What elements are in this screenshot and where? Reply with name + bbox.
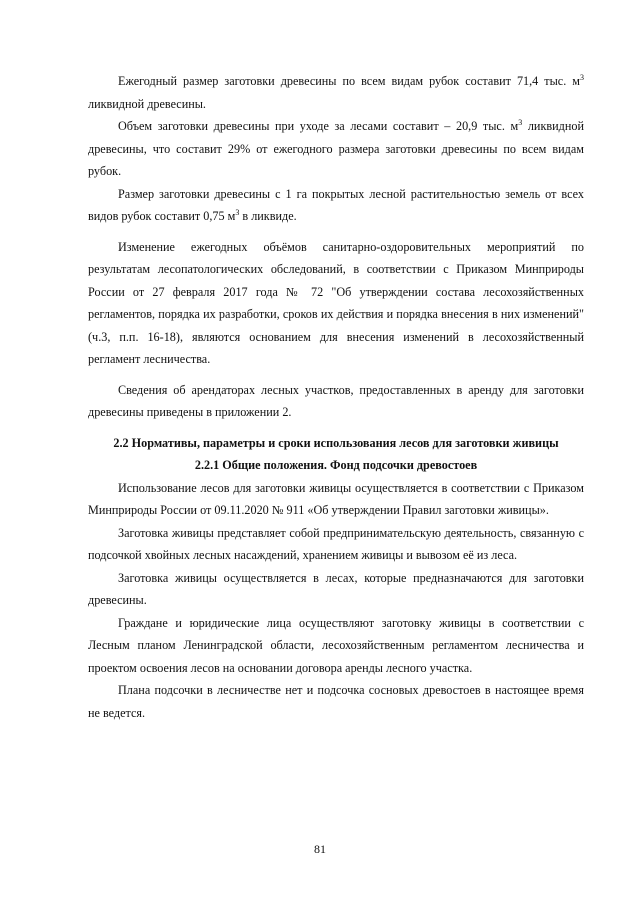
section-heading: 2.2 Нормативы, параметры и сроки использования лесов для заготовки живицы: [113, 435, 559, 450]
paragraph-annual-harvest: [88, 70, 584, 115]
document-page: [88, 70, 584, 724]
paragraph-text: Объем заготовки древесины при уходе за лесами составит – 20,9 тыс. м: [118, 119, 519, 133]
superscript: 3: [235, 208, 240, 217]
paragraph-text: ликвидной древесины, что составит 29% от ежегодного размера заготовки древесины по всем видам рубок.: [88, 119, 584, 178]
spacer: [88, 371, 584, 379]
spacer: [88, 228, 584, 236]
paragraph-text: ликвидной древесины.: [88, 96, 206, 111]
paragraph-sanitary-changes: Изменение ежегодных объёмов санитарно-оздоровительных мероприятий по результатам лесопатологических обследований, в соответствии с Приказом Минприроды России от 27 февраля 2017 года № 72 "Об утверждении состава лесохозяйственных регламентов, порядка их разработки, сроков их действия и порядка внесения в них изменений" (ч.3, п.п. 16-18), являются основанием для внесения изменений в лесохозяйственный регламент лесничества.: [88, 239, 584, 366]
paragraph-resin-forests: Заготовка живицы осуществляется в лесах, которые предназначаются для заготовки древесины.: [88, 570, 584, 607]
paragraph-text: Размер заготовки древесины с 1 га покрытых лесной растительностью земель от всех видов рубок составит 0,75 м: [88, 186, 584, 223]
paragraph-tenants: Сведения об арендаторах лесных участков, предоставленных в аренду для заготовки древесины приведены в приложении 2.: [88, 382, 584, 419]
paragraph-resin-usage: Использование лесов для заготовки живицы осуществляется в соответствии с Приказом Минприроды России от 09.11.2020 № 911 «Об утверждении Правил заготовки живицы».: [88, 480, 584, 517]
paragraph-text: в ликвиде.: [239, 209, 297, 223]
subsection-heading: 2.2.1 Общие положения. Фонд подсочки древостоев: [194, 458, 478, 472]
paragraph-text: Ежегодный размер заготовки древесины по всем видам рубок составит 71,4 тыс. м: [118, 74, 580, 88]
paragraph-resin-definition: Заготовка живицы представляет собой предпринимательскую деятельность, связанную с подсочкой хвойных лесных насаждений, хранением живицы и вывозом её из леса.: [88, 525, 584, 562]
superscript: 3: [580, 73, 584, 82]
paragraph-resin-entities: Граждане и юридические лица осуществляют заготовку живицы в соответствии с Лесным планом Ленинградской области, лесохозяйственным регламентом лесничества и проектом освоения лесов на основании договора аренды лесного участка.: [88, 615, 584, 675]
superscript: 3: [518, 118, 523, 127]
paragraph-care-harvest: [88, 115, 584, 183]
paragraph-tapping-plan: Плана подсочки в лесничестве нет и подсочка сосновых древостоев в настоящее время не ведется.: [88, 683, 584, 720]
paragraph-per-hectare: [88, 183, 584, 228]
page-number: 81: [314, 842, 326, 856]
spacer: [88, 424, 584, 432]
